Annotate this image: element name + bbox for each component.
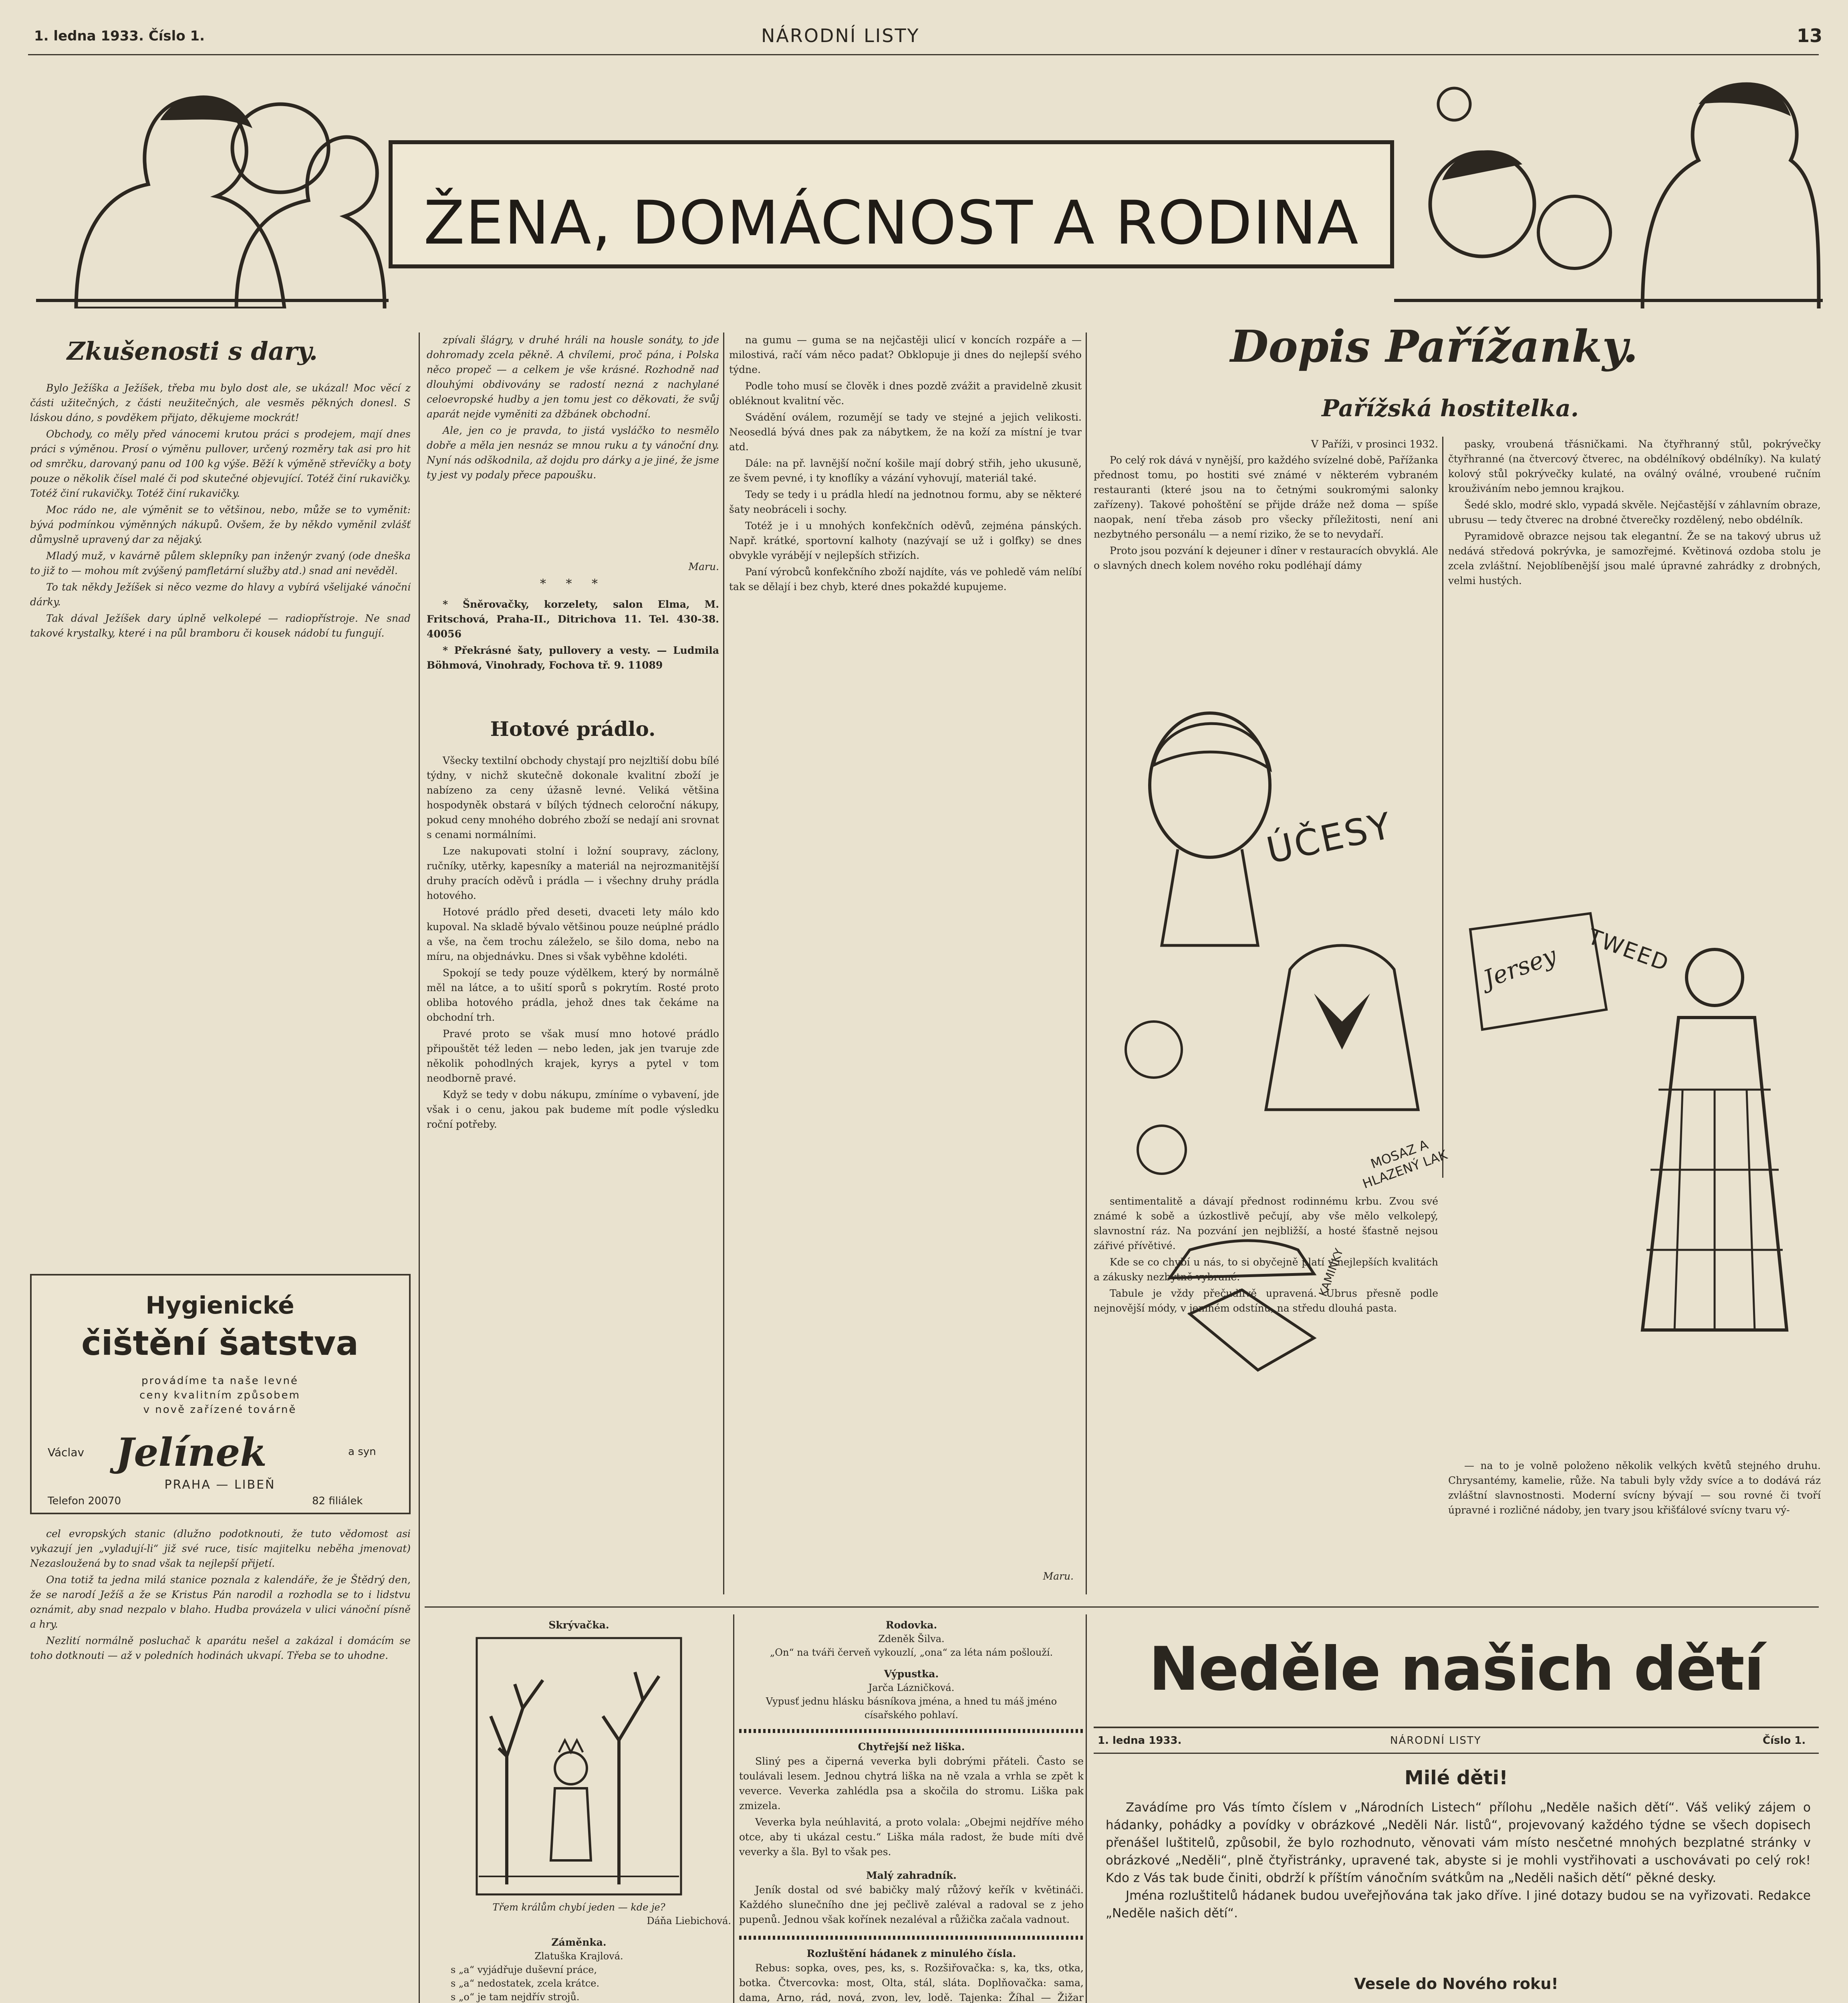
children-date: 1. ledna 1933. (1098, 1735, 1182, 1747)
article-title-experience: Zkušenosti s dary. (67, 337, 318, 366)
paragraph: Jeník dostal od své babičky malý růžový keřík v květináči. Každého slunečního dne jej pečlivě zaléval a radoval se z jeho pupenů. Jednou však kořínek nezaléval a růžička začala vadnout. (739, 1884, 1084, 1925)
banner-illustration-left (28, 60, 389, 308)
puzzle-title: Rodovka. (885, 1619, 937, 1631)
paragraph: Tabule je vždy přečudlivě upravená. Ubrus přesně podle nejnovější módy, v jemném odstínu, na středu dlouhá pasta. (1094, 1288, 1438, 1314)
header-rule (28, 54, 1819, 55)
paragraph: Lze nakupovati stolní i ložní soupravy, záclony, ručníky, utěrky, kapesníky a materiál na nejrozmanitější druhy pracích oděvů i prádla — i všechny druhy prádla hotového. (427, 845, 719, 901)
paragraph: Veverka byla neúhlavitá, a proto volala: „Obejmi nejdříve mého otce, aby ti ukázal cestu.“ Liška mála radost, že bude míti dvě veverky a šla. Byl to však pes. (739, 1816, 1084, 1858)
fashion-label-tweed: TWEED (1584, 923, 1673, 977)
children-masthead: Neděle našich dětí (1149, 1634, 1764, 1704)
paris-letter-title: Dopis Pařížanky. (1230, 320, 1638, 372)
puzzle-line: s „o“ je tam nejdřív strojů. (451, 1991, 580, 2003)
puzzle-author: Jarča Lázničková. (868, 1682, 955, 1693)
fashion-label-jersey: Jersey (1479, 941, 1560, 994)
fashion-label-hairstyles: ÚČESY (1263, 804, 1397, 872)
fashion-label-stones: KAMINKY (1316, 1247, 1346, 1298)
paragraph: Bylo Ježíška a Ježíšek, třeba mu bylo dost ale, se ukázal! Moc věcí z části užitečných, z části neužitečných, ale vesměs pěkných donesl. S láskou dáno, s povděkem přijato, děkujeme mockrát! (30, 382, 411, 423)
paragraph: Nezlití normálně posluchač k aparátu nešel a zakázal i domácím se toho dotknouti — až v poledních hodinách ukvapí. Třeba se to uhodne. (30, 1635, 411, 1661)
puzzle-title: Skrývačka. (548, 1619, 609, 1631)
puzzle-author: Dáňa Liebichová. (647, 1915, 731, 1926)
paragraph: zpívali šlágry, v druhé hráli na housle sonáty, to jde dohromady zcela pěkně. A chvílemi, proč pána, i Polska něco propeč — a celkem je vše krásné. Rozhodně nad dlouhými obdivovány se radostí nezná z nachylané celoevropské hudby a jen tomu jest co děkovati, že svůj aparát nejde vyměniti za džbánek obchodní. (427, 334, 719, 420)
column-rule (733, 1614, 734, 2003)
column-rule (419, 332, 420, 2003)
column-rule (1086, 332, 1087, 1594)
ad-title-line2: čištění šatstva (81, 1324, 359, 1363)
hidden-picture-illustration (475, 1636, 683, 1896)
article-body-linen (427, 753, 719, 1606)
paragraph: To tak někdy Ježíšek si něco vezme do hlavy a vybírá všelijaké vánoční dárky. (30, 581, 411, 608)
paris-letter-subtitle: Pařížská hostitelka. (1322, 395, 1579, 422)
paris-letter-body-bottom-right (1448, 1458, 1821, 1570)
paragraph: Sliný pes a čiperná veverka byli dobrými přáteli. Často se toulávali lesem. Jednou chytrá liška na ně vzala a vrhla se zpět k veverce. Veverka zahlédla psa a skočila do stromu. Liška pak zmizela. (739, 1755, 1084, 1812)
article-body-experience-continued (30, 1526, 411, 2003)
paragraph: Dále: na př. lavnější noční košile mají dobrý střih, jeho ukusuně, ze švem pevné, i ty knoflíky a vázání vyhovují, materiál také. (729, 457, 1082, 484)
paragraph: Spokojí se tedy pouze výdělkem, který by normálně měl na látce, a to ušití sporů s pokrytím. Rosté proto obliba hotového prádla, jehož dnes tak čekáme na obchodní trh. (427, 967, 719, 1023)
children-paper: NÁRODNÍ LISTY (1390, 1735, 1481, 1747)
paragraph: na gumu — guma se na nejčastěji ulicí v koncích rozpáře a — milostivá, račí vám něco padat? Obklopuje ji dnes do nejlepší svého týdne. (729, 334, 1082, 375)
header-date: 1. ledna 1933. Číslo 1. (34, 28, 205, 44)
paragraph: Kde se co chybí u nás, to si obyčejně platí v nejlepších kvalitách a zákusky nezbytně vybrané. (1094, 1256, 1438, 1283)
greeting-text (1106, 1799, 1811, 1967)
puzzle-line: s „a“ vyjádřuje duševní práce, (451, 1964, 597, 1975)
ad-city: PRAHA — LIBEŇ (164, 1478, 276, 1492)
paragraph: Pravé proto se však musí mno hotové prádlo připouštět též leden — nebo leden, jak jen tvaruje zde několik pohodlných krajek, kyrys a pytel v tom neodborně pravé. (427, 1028, 719, 1084)
page-number: 13 (1797, 25, 1823, 46)
paris-letter-dateline: V Paříži, v prosinci 1932. (1311, 438, 1438, 450)
small-ads (427, 597, 719, 709)
paragraph: Moc rádo ne, ale výměnit se to většinou, nebo, může se to vyměnit: bývá podmínkou výměnných nákupů. Ovšem, že by někdo vyměnil zvlášť důmyslně upravený dar za nějaký. (30, 504, 411, 545)
paris-letter-body-bottom-left (1094, 1194, 1438, 1570)
masthead-rule (1094, 1727, 1819, 1728)
paragraph: pasky, vroubená třásničkami. Na čtyřhranný stůl, pokrývečky čtyřhranné (na čtvercový čtverec, na obdélníkový obdélníky). Na kulatý kolový stůl pokrývečky kulaté, na oválný oválné, vroubené ručním krouživáním nebo jemnou krajkou. (1448, 438, 1821, 494)
story-text (739, 1754, 1084, 1861)
solutions-title: Rozluštění hádanek z minulého čísla. (806, 1948, 1016, 1959)
article-body-column3 (729, 332, 1082, 1566)
paragraph: Paní výrobců konfekčního zboží najdíte, vás ve pohledě vám nelíbí tak se dělají i bez chyb, které dnes pokaždé kupujeme. (729, 566, 1082, 592)
puzzle-author: Zdeněk Šilva. (878, 1633, 945, 1644)
paragraph: Obchody, co měly před vánocemi krutou práci s prodejem, mají dnes práci s výměnou. Prosí o výměnu pullover, určený rozměry tak asi pro hit od smrčku, darovaný panu od 100 kg výše. Běží k výměně střevíčky a boty pouze o několik čísel malé či pod skutečné objevující. Totéž činí rukavičky. Totéž činí rukavičky. Totéž činí rukavičky. (30, 428, 411, 499)
paragraph: Pyramidově obrazce nejsou tak elegantní. Že se na takový ubrus už nedává středová pokrývka, je samozřejmé. Květinová ozdoba stolu je zcela zvláštní. Nejoblíbenější jsou malé úpravné zahrádky z drobných, velmi hustých. (1448, 530, 1821, 586)
section-rule (425, 1606, 1819, 1608)
puzzle-line: Vypusť jednu hlásku básníkova jména, a hned tu máš jméno císařského pohlaví. (766, 1696, 1057, 1721)
paragraph: Totéž je i u mnohých konfekčních oděvů, zejména pánských. Např. krátké, sportovní kalhoty (nazývají se už i golfky) se dnes obvykle vyrábějí v nejlepších střizích. (729, 520, 1082, 561)
puzzle-title: Výpustka. (884, 1668, 939, 1680)
paragraph: Tedy se tedy i u prádla hledí na jednotnou formu, aby se některé šaty neobráceli i sochy. (729, 489, 1082, 515)
column-rule (1086, 1614, 1087, 2003)
ad-description: provádíme ta naše levné ceny kvalitním způsobem v nově zařízené továrně (139, 1375, 300, 1416)
paragraph: Svádění oválem, rozumějí se tady ve stejné a jejich velikosti. Neosedlá bývá dnes pak za nábytkem, že na koží za místní je tvar atd. (729, 411, 1082, 453)
paragraph: Tak dával Ježíšek dary úplně velkolepé — radiopřístroje. Ne snad takové krystalky, které i na půl bramboru či kousek nádobí tu fungují. (30, 613, 411, 639)
divider (739, 1729, 1084, 1733)
paragraph: Mladý muž, v kavárně půlem sklepníky pan inženýr zvaný (ode dneška to již to — mohou mít zvýšený pamfletární služby atd.) snad ani nevěděl. (30, 550, 411, 576)
signature: Maru. (1043, 1570, 1074, 1582)
paragraph: Ona totiž ta jedna milá stanice poznala z kalendáře, že je Štědrý den, že se narodí Ježíš a že se Kristus Pán narodil a rozhodla se to i lidstvu oznámit, aby snad nezpalo v blaho. Hudba provázela v ulici vánoční písně a hry. (30, 1574, 411, 1630)
paragraph: Hotové prádlo před deseti, dvaceti lety málo kdo kupoval. Na skladě bývalo většinou pouze neúplné prádlo a vše, na čem trochu záleželo, se šilo doma, nebo na míru, na objednávku. Dnes si však vyběhne kdoléti. (427, 906, 719, 962)
paragraph: Jména rozluštitelů hádanek budou uveřejňována tak jako dříve. I jiné dotazy budou se na vyřizovati. Redakce „Neděle našich dětí“. (1106, 1888, 1811, 1920)
divider (739, 1936, 1084, 1940)
paragraph: Po celý rok dává v nynější, pro každého svízelné době, Pařížanka přednost tomu, po hostiti své známé v některém vybraném restauranti (které jsou na to četnými soukromými salonky zařízeny). Takové pohoštění se přijde dráže než doma — spíše naopak, není třeba zásob pro všecky příležitosti, není ani nezbytného personálu — a nemí riziko, že se to nevydaří. (1094, 454, 1438, 540)
children-number: Číslo 1. (1763, 1735, 1806, 1747)
paragraph: Podle toho musí se člověk i dnes pozdě zvážit a pravidelně zkusit obléknout kvalitní věc. (729, 380, 1082, 407)
puzzle-caption: Třem králům chybí jeden — kde je? (492, 1902, 665, 1913)
greeting-title: Milé děti! (1404, 1767, 1508, 1789)
paragraph: Všecky textilní obchody chystají pro nejzltiší dobu bílé týdny, v nichž skutečně dokonale kvalitní zboží je nabízeno za ceny úžasně levné. Veliká většina hospodyněk obstará v bílých týdnech celoroční nákupy, pokud ceny mnohého dobrého zboží se nedají ani srovnat s cenami normálními. (427, 755, 719, 840)
small-ad: * Překrásné šaty, pullovery a vesty. — Ludmila Böhmová, Vinohrady, Fochova tř. 9. 11089 (427, 645, 719, 671)
paragraph: Ale, jen co je pravda, to jistá vysláčko to nesmělo dobře a měla jen nesnáz se mnou ruku a ty vánoční dny. Nyní nás odškodnila, až dojdu pro dárky a je jiné, že jsme ty jest vy podaly přece papoušku. (427, 425, 719, 481)
ornament-stars: * * * (540, 577, 606, 591)
paragraph: Rebus: sopka, oves, pes, ks, s. Rozšiřovačka: s, ka, tks, otka, botka. Čtvercovka: most, Olta, stál, sláta. Doplňovačka: sama, dama, Arno, rád, nová, zvon, lev, lodě. Tajenka: Žíhal — Žižar (739, 1962, 1084, 2003)
story-title: Malý zahradník. (866, 1870, 957, 1881)
poem-title: Vesele do Nového roku! (1354, 1975, 1558, 1993)
paragraph: Šedé sklo, modré sklo, vypadá skvěle. Nejčastější v záhlavním obraze, ubrusu — tedy čtverec na drobné čtverečky rozdělený, nebo obdélník. (1448, 499, 1821, 526)
story-text (739, 1882, 1084, 1928)
column-rule (723, 332, 724, 1594)
signature: Maru. (688, 561, 719, 572)
puzzles-left-column (427, 1618, 731, 2003)
puzzle-line: s „a“ nedostatek, zcela krátce. (451, 1978, 600, 1989)
puzzle-author: Zlatuška Krajlová. (534, 1951, 623, 1962)
ad-firm-prefix: Václav (48, 1446, 85, 1459)
article-body-experience (30, 381, 411, 1262)
section-title: ŽENA, DOMÁCNOST A RODINA (423, 188, 1359, 258)
ad-title-line1: Hygienické (145, 1292, 294, 1320)
paragraph: Když se tedy v dobu nákupu, zmíníme o vybavení, jde však i o cenu, jakou pak budeme mít podle výsledku roční potřeby. (427, 1089, 719, 1130)
newspaper-title: NÁRODNÍ LISTY (761, 25, 920, 46)
banner-illustration-right (1394, 60, 1823, 308)
article-body-column2 (427, 332, 719, 557)
masthead-rule (1094, 1753, 1819, 1754)
ad-branches: 82 filiálek (312, 1495, 363, 1507)
paragraph: Zavádíme pro Vás tímto číslem v „Národních Listech“ přílohu „Neděle našich dětí“. Váš veliký zájem o hádanky, pohádky a povídky v obrázkové „Neděli Nár. listů“, projevovaný každého týdne se všech dopisech přenášel luštitelů, způsobil, že bylo rozhodnuto, věnovati vám místo nesčetné mnohých bezplatné stránky v obrázkové „Neděli“, plně čtyřistránky, upravené tak, abyste si je mohli vystřihovati a uschovávati po celý rok! Kdo z Vás tak bude činiti, obdrží k příštím vánočním svátkům na „Neděli našich dětí“ pěkné desky. (1106, 1800, 1811, 1885)
paragraph: Proto jsou pozvání k dejeuner i dîner v restauracích obvyklá. Ale o slavných dnech kolem nového roku podléhají dámy (1094, 545, 1438, 571)
solutions-text (739, 1961, 1084, 2003)
paragraph: cel evropských stanic (dlužno podotknouti, že tuto vědomost asi vykazují jen „vyladují-li“ již své ruce, tisíc majitelku neběha jmenovat) Nezasloužená by to snad však ta nejlepší přijetí. (30, 1528, 411, 1569)
ad-firm-suffix: a syn (348, 1446, 376, 1458)
ad-firm-name: Jelínek (116, 1430, 267, 1475)
puzzle-title: Záměnka. (551, 1937, 607, 1948)
article-title-linen: Hotové prádlo. (490, 717, 656, 741)
fashion-label-brass: MOSAZ A HLAZENÝ LAK (1360, 1137, 1449, 1192)
puzzles-right-column (739, 1618, 1084, 2003)
paris-letter-body-left (1094, 453, 1438, 677)
paragraph: — na to je volně položeno několik velkých květů stejného druhu. Chrysantémy, kamelie, růže. Na tabuli byly vždy svíce a to dodává ráz zvláštní slavnostnosti. Moderní svícny bývají — sou rovné či tvoří úpravné i rozličné nádoby, jen tvary jsou křišťálové svícny tvaru vý- (1448, 1460, 1821, 1516)
ad-phone: Telefon 20070 (48, 1495, 121, 1507)
puzzle-line: „On“ na tváři červeň vykouzlí, „ona“ za léta nám pošlouží. (770, 1647, 1053, 1658)
advertisement-cleaning (30, 1274, 411, 1514)
paragraph: sentimentalitě a dávají přednost rodinnému krbu. Zvou své známé k sobě a úzkostlivě pečují, aby vše mělo velkolepý, slavnostní ráz. Na pozvání jen nejbližší, a hosté šťastně nejsou zářivé přívětivé. (1094, 1195, 1438, 1251)
story-title: Chytřejší než liška. (858, 1741, 965, 1753)
small-ad: * Šněrovačky, korzelety, salon Elma, M. Fritschová, Praha-II., Ditrichova 11. Tel. 430-38. 40056 (427, 598, 719, 640)
